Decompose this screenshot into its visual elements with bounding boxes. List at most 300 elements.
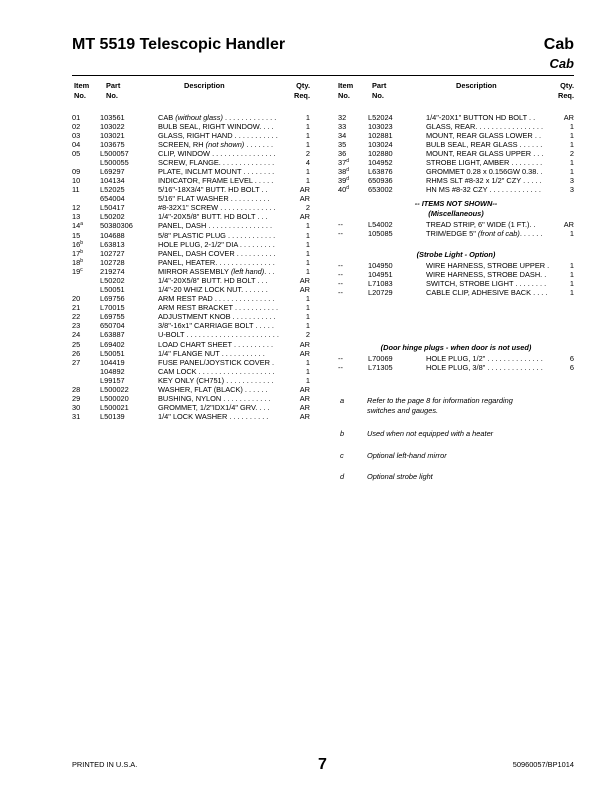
- parts-row: [72, 349, 312, 358]
- description: [158, 321, 308, 330]
- part-number: 104951: [368, 269, 393, 279]
- item-number-text: 23: [72, 321, 81, 331]
- part-number: L54002: [368, 219, 393, 229]
- part-number: 104952: [368, 157, 393, 167]
- part-number: L52025: [100, 185, 125, 195]
- description-text: SCREEN, RH: [158, 139, 204, 149]
- description-text: 5/16"-18X3/4" BUTT. HD BOLT: [158, 185, 260, 195]
- description-text: 3/8"-16x1" CARRIAGE BOLT: [158, 321, 254, 331]
- leader-dots: . .: [536, 166, 543, 176]
- quantity: 1: [569, 130, 574, 140]
- quantity: 1: [305, 366, 310, 376]
- leader-dots: . .: [540, 269, 547, 279]
- description-text: ADJUSTMENT KNOB: [158, 312, 231, 322]
- quantity: AR: [299, 194, 310, 204]
- leader-dots: . . .: [264, 266, 275, 276]
- item-number: [72, 330, 80, 339]
- item-number: [338, 167, 349, 176]
- description-text: GROMMET 0.28 x 0.156GW 0.38: [426, 166, 537, 176]
- part-number: L500057: [100, 148, 129, 158]
- description-text: STROBE LIGHT, AMBER: [426, 157, 510, 167]
- description-text: MOUNT, REAR GLASS LOWER: [426, 130, 533, 140]
- item-number-text: 18: [72, 257, 81, 267]
- part-number: L50051: [100, 348, 125, 358]
- strobe-heading: (Strobe Light - Option): [416, 250, 496, 259]
- subsection-title: Cab: [549, 56, 574, 71]
- parts-row: [72, 321, 312, 330]
- quantity: 1: [305, 230, 310, 240]
- description-text: 1/4" FLANGE NUT: [158, 348, 220, 358]
- item-number-text: 20: [72, 294, 81, 304]
- quantity: 1: [305, 321, 310, 331]
- item-number-text: 09: [72, 166, 81, 176]
- footnote-ref: b: [80, 239, 84, 246]
- door-heading: (Door hinge plugs - when door is not used): [380, 343, 532, 352]
- item-number: [338, 229, 343, 238]
- item-number: [72, 321, 80, 330]
- description-text: MOUNT, REAR GLASS UPPER: [426, 148, 532, 158]
- description: [158, 376, 308, 385]
- item-number: [338, 270, 343, 279]
- parts-row: [72, 367, 312, 376]
- leader-dots: . . . . . . . . . . . . .: [487, 185, 541, 195]
- leader-dots: . . . . . . .: [244, 139, 274, 149]
- footnote-line: Refer to the page 8 for information regarding: [367, 396, 513, 405]
- parts-row: [72, 267, 312, 276]
- item-number: [72, 131, 80, 140]
- quantity: 6: [569, 353, 574, 363]
- part-number: L70015: [100, 303, 125, 313]
- description-text: HOLE PLUG, 3/8": [426, 362, 486, 372]
- leader-dots: . . . . . . . . . .: [227, 412, 269, 422]
- quantity: 1: [305, 375, 310, 385]
- quantity: AR: [299, 212, 310, 222]
- quantity: 2: [305, 148, 310, 158]
- description: [158, 131, 308, 140]
- description-text: 1/4"-20X5/8" BUTT. HD BOLT: [158, 212, 256, 222]
- quantity: 1: [305, 130, 310, 140]
- description-text: PANEL, DASH: [158, 221, 207, 231]
- parts-row: [72, 167, 312, 176]
- description: [158, 267, 308, 276]
- part-number: L71305: [368, 362, 393, 372]
- description-text: MIRROR ASSEMBLY: [158, 266, 229, 276]
- part-number: 102881: [368, 130, 393, 140]
- quantity: AR: [299, 285, 310, 295]
- leader-dots: . . . . . . . . . .: [228, 194, 270, 204]
- parts-row: [72, 385, 312, 394]
- description: [158, 185, 308, 194]
- description: [158, 258, 308, 267]
- part-number: L70069: [368, 353, 393, 363]
- parts-row: [72, 394, 312, 403]
- leader-dots: . . . . .: [252, 176, 274, 186]
- footnote-ref: d: [346, 157, 350, 164]
- description: [158, 403, 308, 412]
- part-number: 103675: [100, 139, 125, 149]
- quantity: 2: [569, 148, 574, 158]
- item-number-text: --: [338, 269, 343, 279]
- item-number-text: 17: [72, 248, 81, 258]
- description-text: CABLE CLIP, ADHESIVE BACK: [426, 287, 532, 297]
- item-number-text: --: [338, 219, 343, 229]
- footnote-ref: d: [346, 176, 350, 183]
- item-number-text: --: [338, 287, 343, 297]
- item-number: [72, 267, 83, 276]
- item-number-text: 22: [72, 312, 81, 322]
- quantity: 3: [569, 185, 574, 195]
- leader-dots: . . . . . . . .: [513, 278, 547, 288]
- description: [158, 276, 308, 285]
- description-text: SCREW, FLANGE: [158, 157, 219, 167]
- leader-dots: . . . .: [259, 121, 274, 131]
- description-text: PLATE, INCLMT MOUNT: [158, 166, 242, 176]
- description: [158, 249, 308, 258]
- item-number: [72, 221, 83, 230]
- item-number-text: --: [338, 353, 343, 363]
- item-number-text: 11: [72, 185, 80, 195]
- footnote-line: Used when not equipped with a heater: [367, 429, 494, 438]
- item-number: [338, 176, 349, 185]
- leader-dots: . . . . . . . . . . .: [219, 348, 265, 358]
- item-number: [72, 249, 83, 258]
- quantity: 1: [569, 269, 574, 279]
- leader-dots: . . .: [531, 148, 544, 158]
- item-number-text: 35: [338, 139, 347, 149]
- item-number-text: 14: [72, 221, 81, 231]
- item-number: [338, 354, 343, 363]
- item-number-text: 38: [338, 166, 347, 176]
- item-number-text: 34: [338, 130, 347, 140]
- description-text: TRIM/EDGE 5": [426, 228, 476, 238]
- footnote-key: c: [340, 451, 344, 460]
- description: [426, 176, 576, 185]
- quantity: 1: [305, 121, 310, 131]
- description-text: FUSE PANEL/JOYSTICK COVER: [158, 357, 270, 367]
- quantity: AR: [299, 348, 310, 358]
- item-number-text: 28: [72, 384, 81, 394]
- item-number-text: 03: [72, 130, 81, 140]
- parts-row: [72, 412, 312, 421]
- quantity: AR: [299, 412, 310, 422]
- part-number: L69756: [100, 294, 125, 304]
- description: [158, 412, 308, 421]
- col-item-header-right: Item No.: [338, 81, 354, 100]
- description-text: HOLE PLUG, 1/2": [426, 353, 486, 363]
- parts-row: [338, 140, 578, 149]
- description: [158, 385, 308, 394]
- leader-dots: . . . . . . . . . . . . . . .: [212, 294, 275, 304]
- item-number-text: 21: [72, 303, 81, 313]
- description: [426, 279, 576, 288]
- part-number: L52024: [368, 112, 393, 122]
- item-number-text: 25: [72, 339, 81, 349]
- parts-row: [338, 158, 578, 167]
- quantity: 2: [305, 203, 310, 213]
- parts-row: [72, 403, 312, 412]
- item-number-text: 16: [72, 239, 81, 249]
- leader-dots: . . . . . . .: [241, 285, 268, 295]
- leader-dots: . . . . . . . . . .: [234, 248, 276, 258]
- leader-dots: . . . . . . . . . . . . . . . . . . .: [196, 366, 275, 376]
- item-number-text: 39: [338, 176, 347, 186]
- description-text: GROMMET, 1/2"IDX1/4" GRV.: [158, 403, 258, 413]
- item-number-text: --: [338, 362, 343, 372]
- description: [426, 288, 576, 297]
- item-number-text: 32: [338, 112, 347, 122]
- description: [158, 221, 308, 230]
- parts-row: [338, 288, 578, 297]
- quantity: 3: [569, 176, 574, 186]
- item-number-text: 31: [72, 412, 81, 422]
- item-number: [72, 203, 80, 212]
- item-number: [72, 412, 80, 421]
- leader-dots: . . . . . . . . . . . . . .: [485, 353, 543, 363]
- parts-row: [72, 376, 312, 385]
- leader-dots: . . . . . . . . . . .: [230, 312, 276, 322]
- description: [426, 363, 576, 372]
- parts-row: [72, 122, 312, 131]
- col-part-header-right: Part No.: [372, 81, 387, 100]
- leader-dots: . . . . . . . . . . . . .: [222, 112, 277, 122]
- parts-row: [338, 363, 578, 372]
- item-number: [72, 176, 80, 185]
- leader-dots: . . . . . . . . . . . . . .: [218, 203, 276, 213]
- parts-row: [338, 167, 578, 176]
- description: [426, 185, 576, 194]
- description-text: PANEL, HEATER: [158, 257, 216, 267]
- description: [426, 167, 576, 176]
- leader-dots: . . .: [255, 212, 268, 222]
- quantity: AR: [563, 219, 574, 229]
- description: [158, 303, 308, 312]
- parts-row: [72, 276, 312, 285]
- description-text: 5/16" FLAT WASHER: [158, 194, 229, 204]
- leader-dots: . . . .: [531, 287, 548, 297]
- parts-row: [338, 279, 578, 288]
- leader-dots: . .: [526, 112, 536, 122]
- parts-row: [72, 312, 312, 321]
- leader-dots: . . . . . . . . . . . . . .: [218, 157, 275, 167]
- description-note: (left hand): [228, 266, 265, 276]
- item-number-text: --: [338, 228, 343, 238]
- parts-row: [338, 149, 578, 158]
- part-number: 105085: [368, 228, 393, 238]
- description: [158, 194, 308, 203]
- item-number: [72, 294, 80, 303]
- leader-dots: . . .: [255, 275, 268, 285]
- leader-dots: . . . . . . . . . . . . . . . . .: [475, 121, 544, 131]
- description-text: GLASS, REAR: [426, 121, 476, 131]
- description: [158, 176, 308, 185]
- part-number: 103023: [368, 121, 393, 131]
- part-number: L50202: [100, 275, 125, 285]
- description-text: BUSHING, NYLON: [158, 393, 222, 403]
- item-number-text: 04: [72, 139, 81, 149]
- part-number: L69402: [100, 339, 125, 349]
- part-number: 103561: [100, 112, 125, 122]
- footnote-ref: d: [346, 185, 350, 192]
- item-number: [72, 385, 80, 394]
- parts-row: [72, 258, 312, 267]
- description: [426, 220, 576, 229]
- description: [426, 149, 576, 158]
- description: [158, 167, 308, 176]
- leader-dots: . . . . . . . . . . . . . . . .: [206, 221, 273, 231]
- leader-dots: .: [545, 260, 550, 270]
- quantity: 1: [305, 248, 310, 258]
- part-number: 219274: [100, 266, 125, 276]
- footnote-ref: d: [346, 166, 350, 173]
- description: [158, 240, 308, 249]
- parts-row: [72, 176, 312, 185]
- part-number: L63813: [100, 239, 125, 249]
- col-qty-header: Qty. Req.: [293, 81, 310, 100]
- description: [158, 367, 308, 376]
- description: [158, 312, 308, 321]
- col-part-header: Part No.: [106, 81, 121, 100]
- parts-row: [72, 249, 312, 258]
- parts-row: [338, 185, 578, 194]
- item-number-text: 19: [72, 266, 81, 276]
- leader-dots: . .: [532, 130, 541, 140]
- part-number: 102880: [368, 148, 393, 158]
- description: [426, 140, 576, 149]
- item-number-text: 12: [72, 203, 81, 213]
- part-number: L500055: [100, 157, 129, 167]
- leader-dots: . . . . . . . . . . . .: [225, 230, 276, 240]
- item-number: [72, 113, 80, 122]
- item-number-text: --: [338, 278, 343, 288]
- quantity: 1: [305, 176, 310, 186]
- part-number: L500021: [100, 403, 129, 413]
- quantity: 1: [569, 287, 574, 297]
- leader-dots: . . . . . . . . .: [237, 239, 275, 249]
- item-number: [338, 140, 346, 149]
- description-note: (not shown): [203, 139, 245, 149]
- quantity: 1: [305, 166, 310, 176]
- leader-dots: . . . . . . . . . . . .: [224, 375, 274, 385]
- item-number: [338, 113, 346, 122]
- item-number-text: 24: [72, 330, 81, 340]
- item-number-text: 29: [72, 393, 81, 403]
- description: [426, 354, 576, 363]
- description-text: BULB SEAL, REAR GLASS: [426, 139, 518, 149]
- part-number: 650704: [100, 321, 125, 331]
- quantity: 1: [305, 239, 310, 249]
- item-number: [338, 122, 346, 131]
- col-description-header-right: Description: [456, 81, 497, 90]
- parts-row: [72, 340, 312, 349]
- part-number: L50417: [100, 203, 125, 213]
- quantity: 1: [569, 260, 574, 270]
- quantity: 6: [569, 362, 574, 372]
- quantity: 2: [305, 330, 310, 340]
- col-item-header: Item No.: [74, 81, 90, 100]
- part-number: L63876: [368, 166, 393, 176]
- quantity: 1: [569, 278, 574, 288]
- description: [158, 149, 308, 158]
- parts-row: [338, 113, 578, 122]
- quantity: AR: [563, 112, 574, 122]
- part-number: 654004: [100, 194, 125, 204]
- leader-dots: . .: [529, 219, 536, 229]
- part-number: 103022: [100, 121, 125, 131]
- leader-dots: . . . . . . . .: [241, 166, 275, 176]
- part-number: 104892: [100, 366, 125, 376]
- item-number: [338, 288, 343, 297]
- description: [158, 212, 308, 221]
- part-number: 650936: [368, 176, 393, 186]
- item-number: [72, 303, 80, 312]
- leader-dots: . . . . . . . . . . . .: [221, 393, 271, 403]
- description-text: HN MS #8-32 CZY: [426, 185, 488, 195]
- description: [158, 349, 308, 358]
- description: [426, 122, 576, 131]
- description-text: GLASS, RIGHT HAND: [158, 130, 233, 140]
- item-number: [338, 363, 343, 372]
- quantity: 1: [569, 228, 574, 238]
- footer-printed: PRINTED IN U.S.A.: [72, 760, 138, 769]
- leader-dots: . .: [259, 185, 268, 195]
- description: [158, 394, 308, 403]
- item-number: [72, 185, 80, 194]
- quantity: 1: [305, 139, 310, 149]
- description-text: KEY ONLY (CH751): [158, 375, 225, 385]
- description: [158, 231, 308, 240]
- description-text: 1/4"-20 WHIZ LOCK NUT: [158, 285, 242, 295]
- item-number-text: 30: [72, 403, 81, 413]
- parts-row: [72, 231, 312, 240]
- description: [426, 131, 576, 140]
- description-text: CAM LOCK: [158, 366, 197, 376]
- description-text: BULB SEAL, RIGHT WINDOW: [158, 121, 260, 131]
- part-number: 653002: [368, 185, 393, 195]
- description: [426, 113, 576, 122]
- description-note: (without glass): [173, 112, 223, 122]
- leader-dots: . . . . . . . . . . .: [232, 130, 278, 140]
- parts-row: [72, 285, 312, 294]
- item-number: [338, 131, 346, 140]
- parts-row: [72, 240, 312, 249]
- item-number: [338, 279, 343, 288]
- description-text: WIRE HARNESS, STROBE UPPER: [426, 260, 546, 270]
- part-number: 104134: [100, 176, 125, 186]
- leader-dots: . . . . . . . . . . . . . . . .: [210, 148, 276, 158]
- part-number: 103021: [100, 130, 125, 140]
- item-number: [72, 240, 83, 249]
- description: [426, 229, 576, 238]
- leader-dots: . . . . .: [521, 176, 542, 186]
- description: [426, 261, 576, 270]
- footnote-key: a: [340, 396, 345, 405]
- part-number: L500020: [100, 393, 129, 403]
- footnote-line: Optional left-hand mirror: [367, 451, 447, 460]
- footnote-ref: b: [80, 257, 84, 264]
- parts-row: [72, 194, 312, 203]
- item-number-text: 02: [72, 121, 81, 131]
- item-number: [338, 261, 343, 270]
- description-text: TREAD STRIP, 6" WIDE (1 FT.): [426, 219, 530, 229]
- parts-row: [72, 330, 312, 339]
- leader-dots: . . .: [257, 403, 270, 413]
- quantity: AR: [299, 339, 310, 349]
- part-number: L63887: [100, 330, 125, 340]
- parts-row: [338, 122, 578, 131]
- footnote-text: [367, 451, 577, 461]
- part-number: L50139: [100, 412, 125, 422]
- part-number: 104688: [100, 230, 125, 240]
